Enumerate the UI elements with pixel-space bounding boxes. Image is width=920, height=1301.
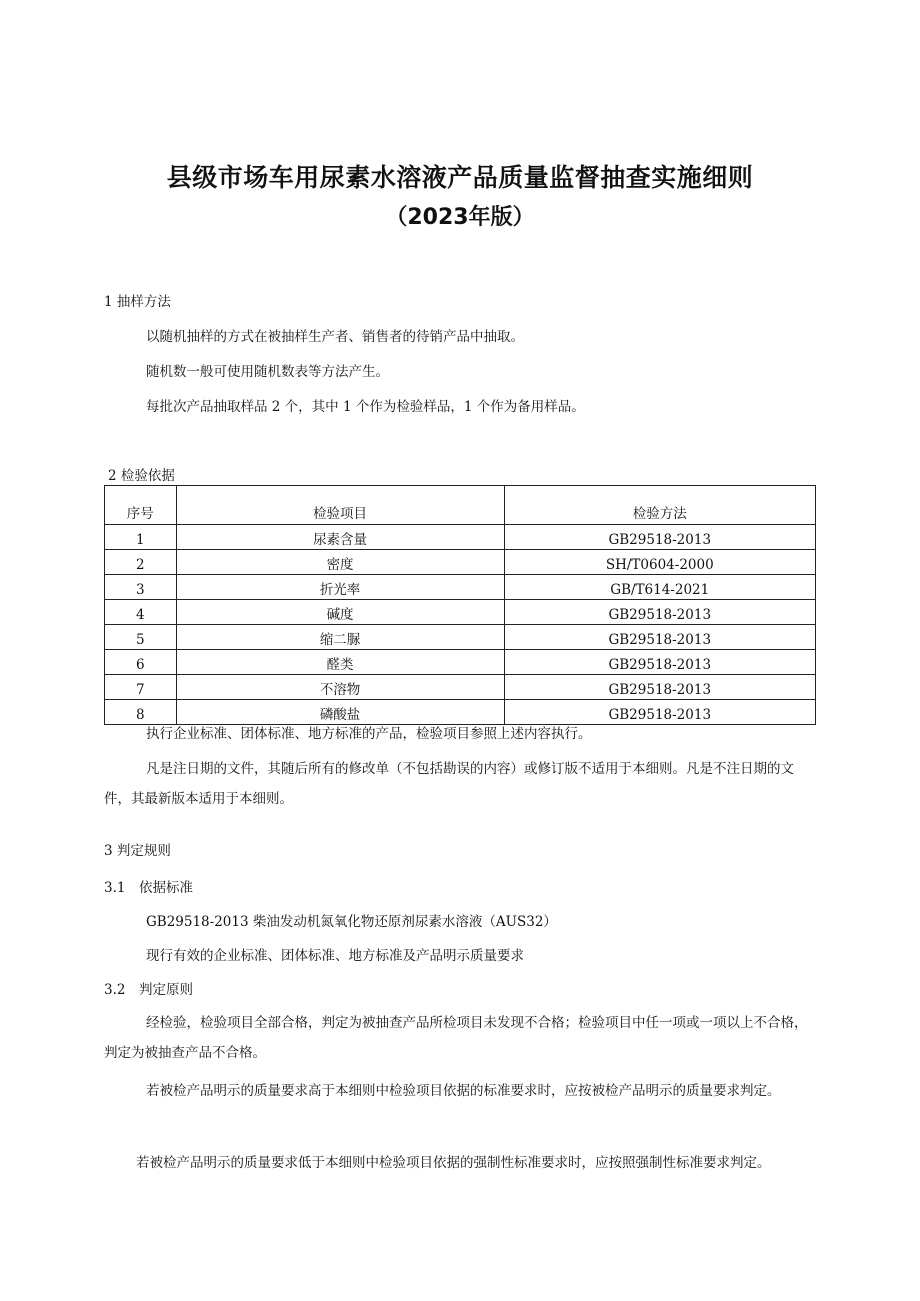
section-3-2-paragraph: 若被检产品明示的质量要求低于本细则中检验项目依据的强制性标准要求时，应按照强制性标准要求判定。 xyxy=(136,1155,771,1171)
table-row xyxy=(105,650,816,675)
table-row xyxy=(105,700,816,725)
section-3-2-paragraph: 经检验，检验项目全部合格，判定为被抽查产品所检项目未发现不合格；检验项目中任一项或一项以上不合格，判定为被抽查产品不合格。 xyxy=(104,1015,808,1061)
table-cell: GB29518-2013 xyxy=(504,675,815,700)
table-row xyxy=(105,575,816,600)
section-1-line: 以随机抽样的方式在被抽样生产者、销售者的待销产品中抽取。 xyxy=(146,329,524,345)
table-cell: 1 xyxy=(105,525,177,550)
table-row xyxy=(105,525,816,550)
section-2-note: 执行企业标准、团体标准、地方标准的产品，检验项目参照上述内容执行。 xyxy=(146,726,592,742)
table-cell: 2 xyxy=(105,550,177,575)
section-3-heading: 3 判定规则 xyxy=(104,843,171,859)
table-cell: GB29518-2013 xyxy=(504,700,815,725)
table-cell: 磷酸盐 xyxy=(176,700,504,725)
section-3-2-paragraph: 若被检产品明示的质量要求高于本细则中检验项目依据的标准要求时，应按被检产品明示的质量要求判定。 xyxy=(146,1083,781,1099)
inspection-table xyxy=(104,485,816,725)
table-cell: GB/T614-2021 xyxy=(504,575,815,600)
table-cell: 密度 xyxy=(176,550,504,575)
table-cell: 尿素含量 xyxy=(176,525,504,550)
document-subtitle: （2023年版） xyxy=(385,205,535,230)
table-cell: GB29518-2013 xyxy=(504,650,815,675)
table-cell: 碱度 xyxy=(176,600,504,625)
table-row xyxy=(105,550,816,575)
section-3-2-heading: 3.2 判定原则 xyxy=(104,982,193,998)
table-cell: 4 xyxy=(105,600,177,625)
section-1-heading: 1 抽样方法 xyxy=(104,294,171,310)
table-cell: 3 xyxy=(105,575,177,600)
table-cell: 6 xyxy=(105,650,177,675)
section-1-line: 每批次产品抽取样品 2 个，其中 1 个作为检验样品，1 个作为备用样品。 xyxy=(146,399,585,415)
table-header-cell: 检验方法 xyxy=(504,486,815,525)
table-header-row xyxy=(105,486,816,525)
table-row xyxy=(105,675,816,700)
section-1-line: 随机数一般可使用随机数表等方法产生。 xyxy=(146,364,389,380)
table-cell: 折光率 xyxy=(176,575,504,600)
table-cell: 7 xyxy=(105,675,177,700)
table-cell: 不溶物 xyxy=(176,675,504,700)
section-2-paragraph: 凡是注日期的文件，其随后所有的修改单（不包括勘误的内容）或修订版不适用于本细则。凡是不注日期的文件，其最新版本适用于本细则。 xyxy=(104,761,794,807)
table-row xyxy=(105,600,816,625)
table-row xyxy=(105,625,816,650)
table-cell: GB29518-2013 xyxy=(504,625,815,650)
table-cell: 缩二脲 xyxy=(176,625,504,650)
table-cell: SH/T0604-2000 xyxy=(504,550,815,575)
document-title: 县级市场车用尿素水溶液产品质量监督抽查实施细则 xyxy=(166,163,754,192)
table-header-cell: 序号 xyxy=(105,486,177,525)
section-2-heading: 2 检验依据 xyxy=(108,468,175,484)
table-cell: 醛类 xyxy=(176,650,504,675)
section-3-1-heading: 3.1 依据标准 xyxy=(104,880,193,896)
table-cell: 8 xyxy=(105,700,177,725)
section-3-1-line: 现行有效的企业标准、团体标准、地方标准及产品明示质量要求 xyxy=(146,948,524,964)
section-3-1-line: GB29518-2013 柴油发动机氮氧化物还原剂尿素水溶液（AUS32） xyxy=(146,914,557,930)
table-cell: GB29518-2013 xyxy=(504,600,815,625)
table-cell: GB29518-2013 xyxy=(504,525,815,550)
table-cell: 5 xyxy=(105,625,177,650)
table-header-cell: 检验项目 xyxy=(176,486,504,525)
